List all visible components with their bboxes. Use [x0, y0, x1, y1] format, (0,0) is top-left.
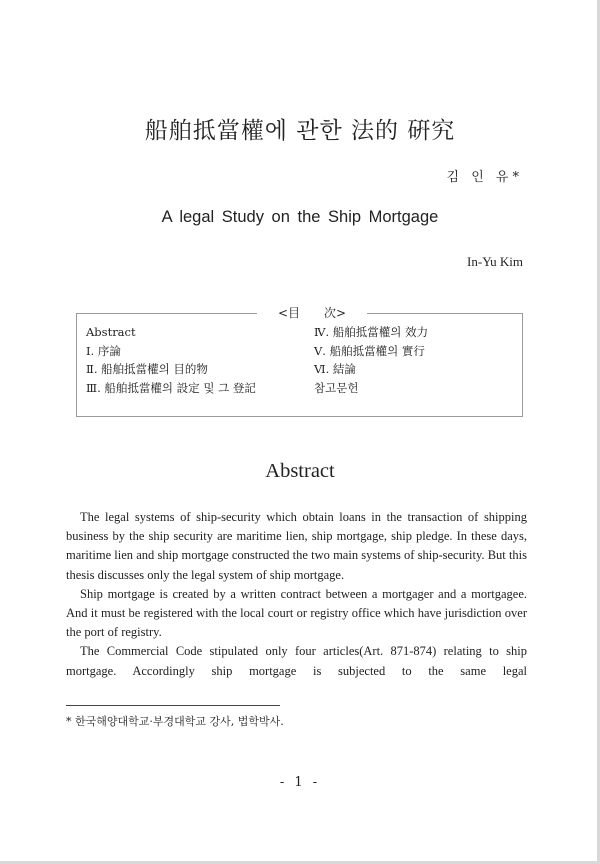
- paper-title: 船舶抵當權에 관한 法的 硏究: [144, 118, 456, 144]
- page-number: - 1 -: [279, 775, 321, 790]
- author-name-korean: 김 인 유*: [446, 170, 523, 185]
- toc-item-enforcement: Ⅴ. 船舶抵當權의 實行: [314, 343, 425, 358]
- toc-item-conclusion: Ⅵ. 結論: [314, 362, 356, 376]
- author-name-english: In-Yu Kim: [467, 254, 523, 269]
- toc-item-object: Ⅱ. 船舶抵當權의 目的物: [86, 362, 208, 376]
- table-of-contents: [76, 306, 523, 417]
- toc-item-abstract: Abstract: [86, 325, 136, 339]
- abstract-paragraph: The legal systems of ship-security which obtain loans in the transaction of shipping business by the ship security are maritime lien, ship mortgage, ship pledge. In these days, maritime lien and ship mortgage constructed the two main systems of ship-security. But this thesis discusses only the legal system of ship mortgage.: [66, 510, 527, 582]
- toc-left-column: [86, 323, 256, 397]
- paper-title-english: A legal Study on the Ship Mortgage: [161, 208, 439, 226]
- toc-heading: <目 次>: [257, 305, 367, 321]
- toc-item-introduction: Ⅰ. 序論: [86, 343, 121, 358]
- abstract-paragraph: Ship mortgage is created by a written contract between a mortgager and a mortgagee. And it must be registered with the local court or registry office which have jurisdiction over the port of registry.: [66, 586, 527, 640]
- footnote: * 한국해양대학교·부경대학교 강사, 법학박사.: [66, 715, 284, 728]
- abstract-body: [66, 508, 527, 681]
- toc-item-creation-registration: Ⅲ. 船舶抵當權의 設定 및 그 登記: [86, 380, 256, 395]
- abstract-heading: Abstract: [265, 460, 335, 482]
- toc-item-effect: Ⅳ. 船舶抵當權의 效力: [314, 325, 429, 339]
- toc-right-column: [314, 323, 428, 397]
- toc-item-references: 참고문헌: [314, 380, 359, 395]
- abstract-paragraph: The Commercial Code stipulated only four articles(Art. 871-874) relating to ship mortgage. Accordingly ship mortgage is subjected to the same legal: [66, 644, 527, 678]
- footnote-divider: [66, 705, 280, 706]
